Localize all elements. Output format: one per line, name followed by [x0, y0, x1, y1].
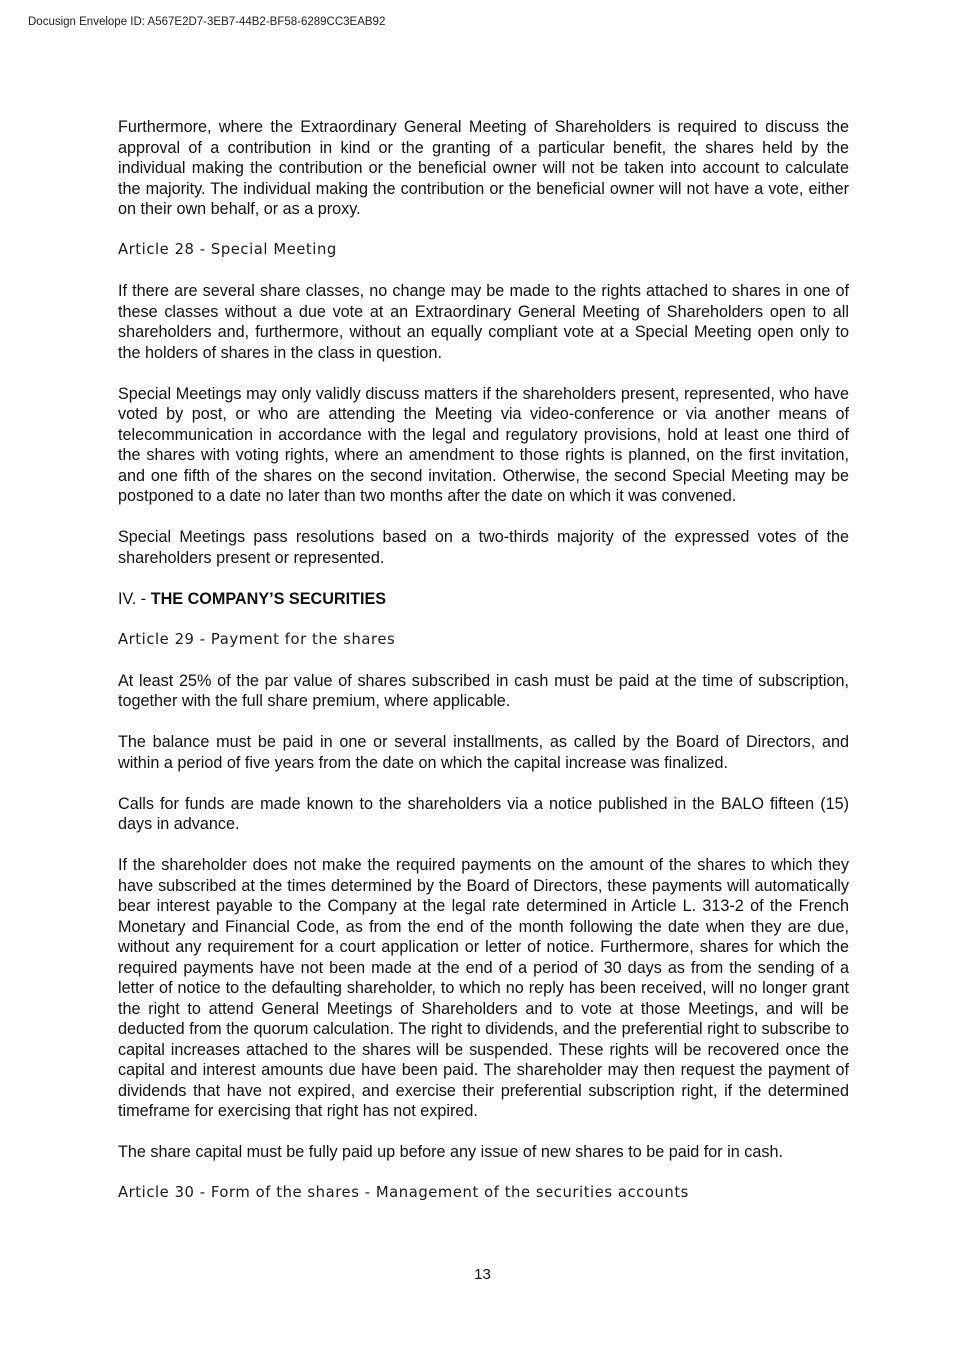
document-body: [118, 117, 849, 1224]
section-number: IV. -: [118, 589, 151, 608]
paragraph-fully-paid-capital: The share capital must be fully paid up before any issue of new shares to be paid for in cash.: [118, 1143, 783, 1161]
docusign-envelope-id: Docusign Envelope ID: A567E2D7-3EB7-44B2-BF58-6289CC3EAB92: [28, 16, 386, 28]
section-title: THE COMPANY’S SECURITIES: [150, 589, 387, 608]
paragraph-majority-calculation: Furthermore, where the Extraordinary General Meeting of Shareholders is required to discuss the approval of a contribution in kind or the granting of a particular benefit, the shares held by the individual making the contribution or the beneficial owner will not be taken into account to calculate the majority. The individual making the contribution or the beneficial owner will not have a vote, either on their own behalf, or as a proxy.: [118, 118, 849, 218]
article-29-heading: Article 29 - Payment for the shares: [118, 630, 396, 648]
paragraph-balance-payment: The balance must be paid in one or several installments, as called by the Board of Directors, and within a period of five years from the date on which the capital increase was finalized.: [118, 733, 849, 772]
paragraph-minimum-payment: At least 25% of the par value of shares subscribed in cash must be paid at the time of subscription, together with the full share premium, where applicable.: [118, 671, 849, 710]
paragraph-special-meeting-quorum: Special Meetings may only validly discuss matters if the shareholders present, represented, who have voted by post, or who are attending the Meeting via video-conference or via another means of telecommunication in accordance with the legal and regulatory provisions, hold at least one third of the shares with voting rights, where an amendment to those rights is planned, on the first invitation, and one fifth of the shares on the second invitation. Otherwise, the second Special Meeting may be postponed to a date no later than two months after the date on which it was convened.: [118, 384, 849, 505]
article-28-heading: Article 28 - Special Meeting: [118, 241, 337, 258]
section-iv-heading: [118, 589, 849, 610]
paragraph-calls-for-funds: Calls for funds are made known to the shareholders via a notice published in the BALO fifteen (15) days in advance.: [118, 794, 849, 833]
page-number: 13: [474, 1266, 491, 1283]
paragraph-late-payment: If the shareholder does not make the required payments on the amount of the shares to which they have subscribed at the times determined by the Board of Directors, these payments will automatically bear interest payable to the Company at the legal rate determined in Article L. 313-2 of the French Monetary and Financial Code, as from the end of the month following the date when they are due, without any requirement for a court application or letter of notice. Furthermore, shares for which the required payments have not been made at the end of a period of 30 days as from the sending of a letter of notice to the defaulting shareholder, to which no reply has been received, will no longer grant the right to attend General Meetings of Shareholders and to vote at those Meetings, and will be deducted from the quorum calculation. The right to dividends, and the preferential right to subscribe to capital increases attached to the shares will be suspended. These rights will be recovered once the capital and interest amounts due have been paid. The shareholder may then request the payment of dividends that have not expired, and exercise their preferential subscription right, if the determined timeframe for exercising that right has not expired.: [118, 856, 849, 1120]
article-30-heading: Article 30 - Form of the shares - Management of the securities accounts: [118, 1184, 689, 1201]
paragraph-share-class-rights: If there are several share classes, no change may be made to the rights attached to shares in one of these classes without a due vote at an Extraordinary General Meeting of Shareholders open to all shareholders and, furthermore, without an equally compliant vote at a Special Meeting open only to the holders of shares in the class in question.: [118, 282, 849, 362]
paragraph-special-meeting-majority: Special Meetings pass resolutions based on a two-thirds majority of the expressed votes of the shareholders present or represented.: [118, 528, 849, 567]
